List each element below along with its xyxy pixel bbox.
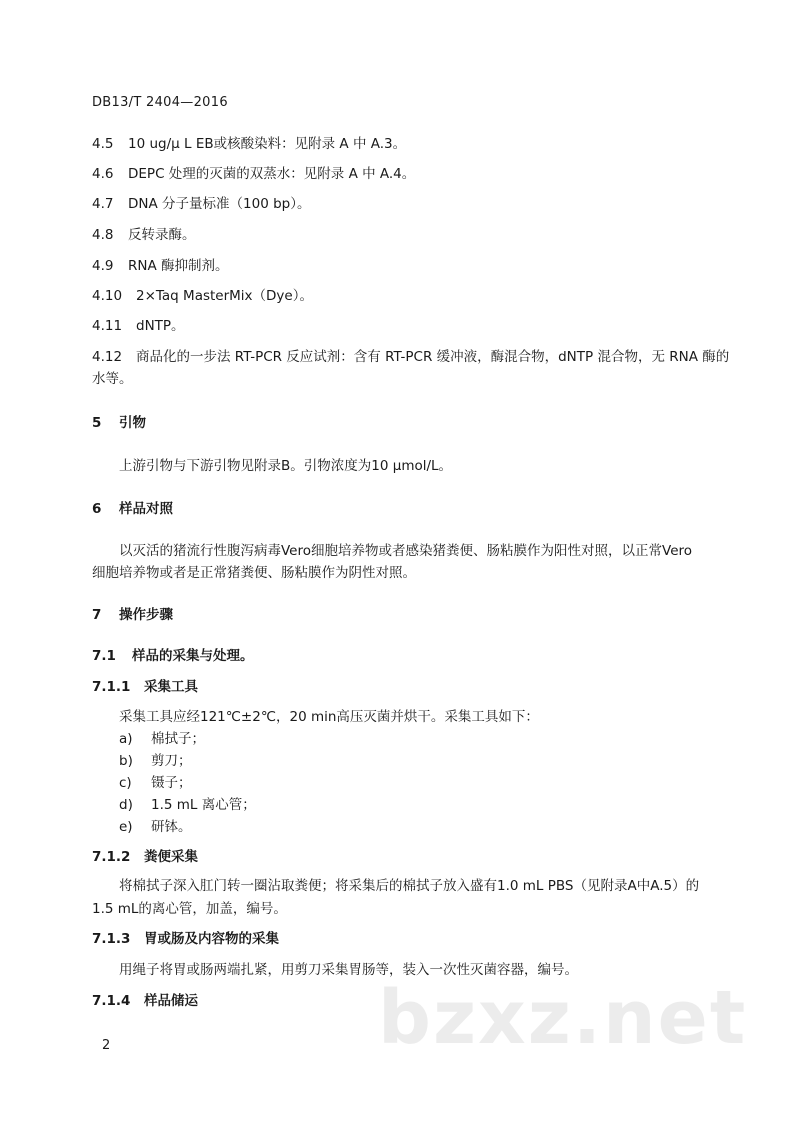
list-item [119,773,192,793]
subsection-7-1-3-heading [92,929,279,949]
list-marker: d) [119,797,133,813]
item-text: dNTP。 [136,318,185,334]
subsection-7-1-2-heading [92,847,198,867]
item-number: 4.5 [92,136,114,152]
item-4-8 [92,225,196,245]
item-text: DNA 分子量标准（100 bp）。 [128,196,311,212]
subsection-number: 7.1 [92,648,116,664]
item-text: 商品化的一步法 RT-PCR 反应试剂：含有 RT-PCR 缓冲液，酶混合物，dNTP 混合物，无 RNA 酶的 [136,349,730,365]
subsection-number: 7.1.2 [92,849,131,865]
item-4-12 [92,347,729,367]
item-number: 4.12 [92,349,123,365]
item-4-11 [92,316,185,336]
section-6-body-line-1: 以灭活的猪流行性腹泻病毒Vero细胞培养物或者感染猪粪便、肠粘膜作为阳性对照，以正常Vero [119,543,693,559]
subsection-title: 胃或肠及内容物的采集 [144,931,279,947]
item-text: 10 ug/μ L EB或核酸染料：见附录 A 中 A.3。 [128,136,407,152]
subsection-title: 样品的采集与处理。 [132,648,254,664]
list-item [119,729,205,749]
section-5-body: 上游引物与下游引物见附录B。引物浓度为10 μmol/L。 [119,458,453,474]
section-6-heading [92,499,173,519]
list-marker: c) [119,775,132,791]
list-marker: a) [119,731,133,747]
section-title: 操作步骤 [119,607,173,623]
list-text: 1.5 mL 离心管； [151,797,256,813]
list-item [119,817,192,837]
subsection-title: 采集工具 [144,679,198,695]
item-number: 4.6 [92,166,114,182]
item-number: 4.7 [92,196,114,212]
item-text: RNA 酶抑制剂。 [128,258,229,274]
item-4-9 [92,256,229,276]
page-number: 2 [102,1038,111,1053]
subsection-title: 粪便采集 [144,849,198,865]
subsection-7-1-2-line-2: 1.5 mL的离心管，加盖，编号。 [92,901,287,917]
section-number: 5 [92,415,102,431]
standard-number: DB13/T 2404—2016 [92,95,228,110]
item-4-12-continuation: 水等。 [92,371,133,387]
item-number: 4.11 [92,318,123,334]
watermark: bzxz.net [378,975,748,1061]
subsection-7-1-3-line-1: 用绳子将胃或肠两端扎紧，用剪刀采集胃肠等，装入一次性灭菌容器，编号。 [119,962,578,978]
subsection-number: 7.1.4 [92,993,131,1009]
list-item [119,795,256,815]
section-title: 样品对照 [119,501,173,517]
section-title: 引物 [119,415,146,431]
item-number: 4.10 [92,288,123,304]
subsection-7-1-2-line-1: 将棉拭子深入肛门转一圈沾取粪便；将采集后的棉拭子放入盛有1.0 mL PBS（见附录A中A.5）的 [119,878,700,894]
item-number: 4.9 [92,258,114,274]
list-text: 镊子； [151,775,192,791]
item-4-7 [92,194,310,214]
list-text: 棉拭子； [151,731,205,747]
section-5-heading [92,413,146,433]
subsection-number: 7.1.1 [92,679,131,695]
subsection-title: 样品储运 [144,993,198,1009]
item-4-5 [92,134,406,154]
list-text: 剪刀； [151,753,192,769]
list-text: 研钵。 [151,819,192,835]
subsection-7-1-1-heading [92,677,198,697]
section-6-body-line-2: 细胞培养物或者是正常猪粪便、肠粘膜作为阴性对照。 [92,565,416,581]
item-text: 2×Taq MasterMix（Dye）。 [136,288,313,304]
item-4-6 [92,164,415,184]
section-number: 7 [92,607,102,623]
subsection-7-1-4-heading [92,991,198,1011]
item-text: 反转录酶。 [128,227,196,243]
subsection-7-1-1-intro: 采集工具应经121℃±2℃，20 min高压灭菌并烘干。采集工具如下： [119,709,539,725]
item-text: DEPC 处理的灭菌的双蒸水：见附录 A 中 A.4。 [128,166,416,182]
list-marker: e) [119,819,133,835]
section-7-heading [92,605,173,625]
item-4-10 [92,286,313,306]
section-number: 6 [92,501,102,517]
subsection-number: 7.1.3 [92,931,131,947]
list-item [119,751,192,771]
subsection-7-1-heading [92,646,254,666]
list-marker: b) [119,753,133,769]
item-number: 4.8 [92,227,114,243]
